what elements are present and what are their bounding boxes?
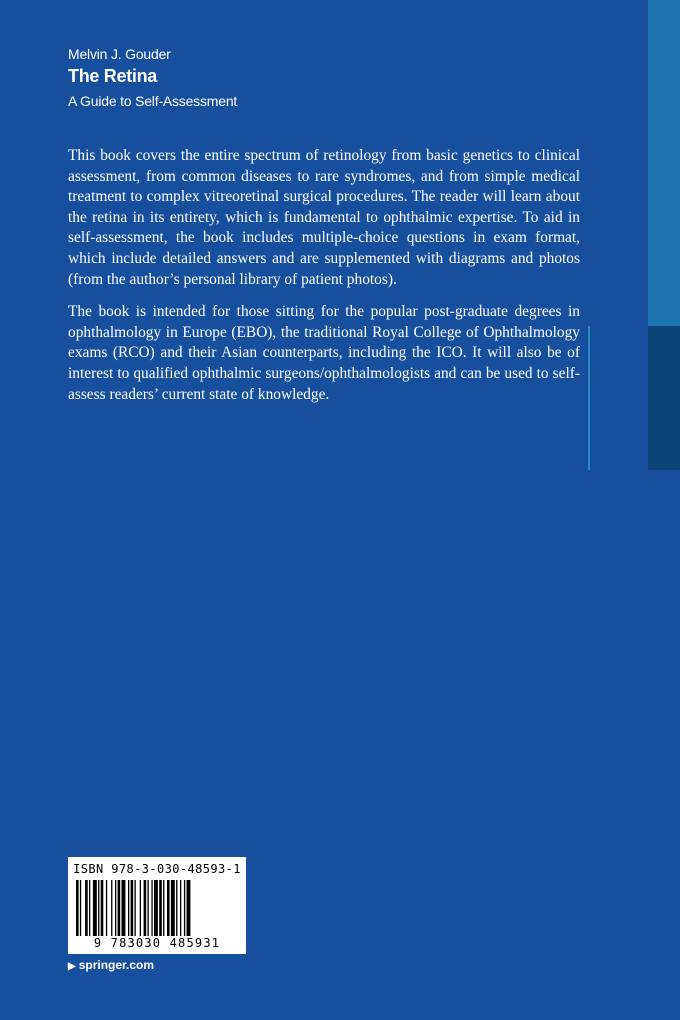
barcode-bar — [122, 880, 126, 936]
barcode-bar — [144, 880, 147, 936]
barcode-bar — [131, 880, 134, 936]
barcode-bar — [163, 880, 164, 936]
barcode-bar — [135, 880, 136, 936]
spine-stripe-light — [648, 0, 680, 326]
blurb-paragraph-1: This book covers the entire spectrum of retinology from basic genetics to clinical assessment, from common diseases to rare syndromes, and from simple medical treatment to complex vitreoretinal surgical procedures. The reader will learn about the retina in its entirety, which is fundamental to ophthalmic expertise. To aid in self-assessment, the book includes multiple-choice questions in exam format, which include detailed answers and are supplemented with diagrams and photos (from the author’s personal library of patient photos). — [68, 147, 580, 288]
barcode-bar — [171, 880, 175, 936]
barcode-bar — [89, 880, 90, 936]
barcode-bar — [176, 880, 177, 936]
barcode-bar — [76, 880, 79, 936]
barcode-bars — [76, 880, 238, 936]
triangle-right-icon: ▶ — [68, 961, 76, 972]
barcode-bar — [140, 880, 141, 936]
barcode-bar — [180, 880, 181, 936]
spine-stripe-line — [588, 326, 590, 470]
barcode-bar — [98, 880, 99, 936]
barcode-bar — [106, 880, 107, 936]
barcode-bar — [148, 880, 149, 936]
spine-stripe-dark — [648, 326, 680, 470]
barcode-bar — [93, 880, 97, 936]
barcode-bar — [154, 880, 158, 936]
barcode-digits: 9 783030 485931 — [93, 936, 221, 950]
barcode-bar — [187, 880, 191, 936]
blurb-paragraph-2: The book is intended for those sitting for the popular post-graduate degrees in ophthalmology in Europe (EBO), the traditional Royal College of Ophthalmology exams (RCO) and their Asian counterparts, including the ICO. It will also be of interest to qualified ophthalmic surgeons/ophthalmologists and can be used to self-assess readers’ current state of knowledge. — [68, 303, 580, 403]
barcode-bar — [184, 880, 185, 936]
book-title: The Retina — [68, 66, 158, 86]
barcode-bar — [118, 880, 121, 936]
barcode-bar — [80, 880, 81, 936]
isbn-barcode — [68, 857, 246, 954]
isbn-label: ISBN 978-3-030-48593-1 — [73, 862, 241, 876]
publisher-link[interactable] — [68, 958, 154, 972]
barcode-bar — [159, 880, 162, 936]
barcode-bar — [128, 880, 129, 936]
barcode-bar — [101, 880, 104, 936]
book-blurb — [68, 146, 580, 417]
barcode-bar — [111, 880, 112, 936]
author-name: Melvin J. Gouder — [68, 46, 171, 62]
barcode-bar — [85, 880, 88, 936]
barcode-bar — [167, 880, 170, 936]
barcode-bar — [151, 880, 152, 936]
barcode-bar — [115, 880, 116, 936]
book-subtitle: A Guide to Self-Assessment — [68, 93, 238, 109]
publisher-site: springer.com — [78, 958, 155, 972]
